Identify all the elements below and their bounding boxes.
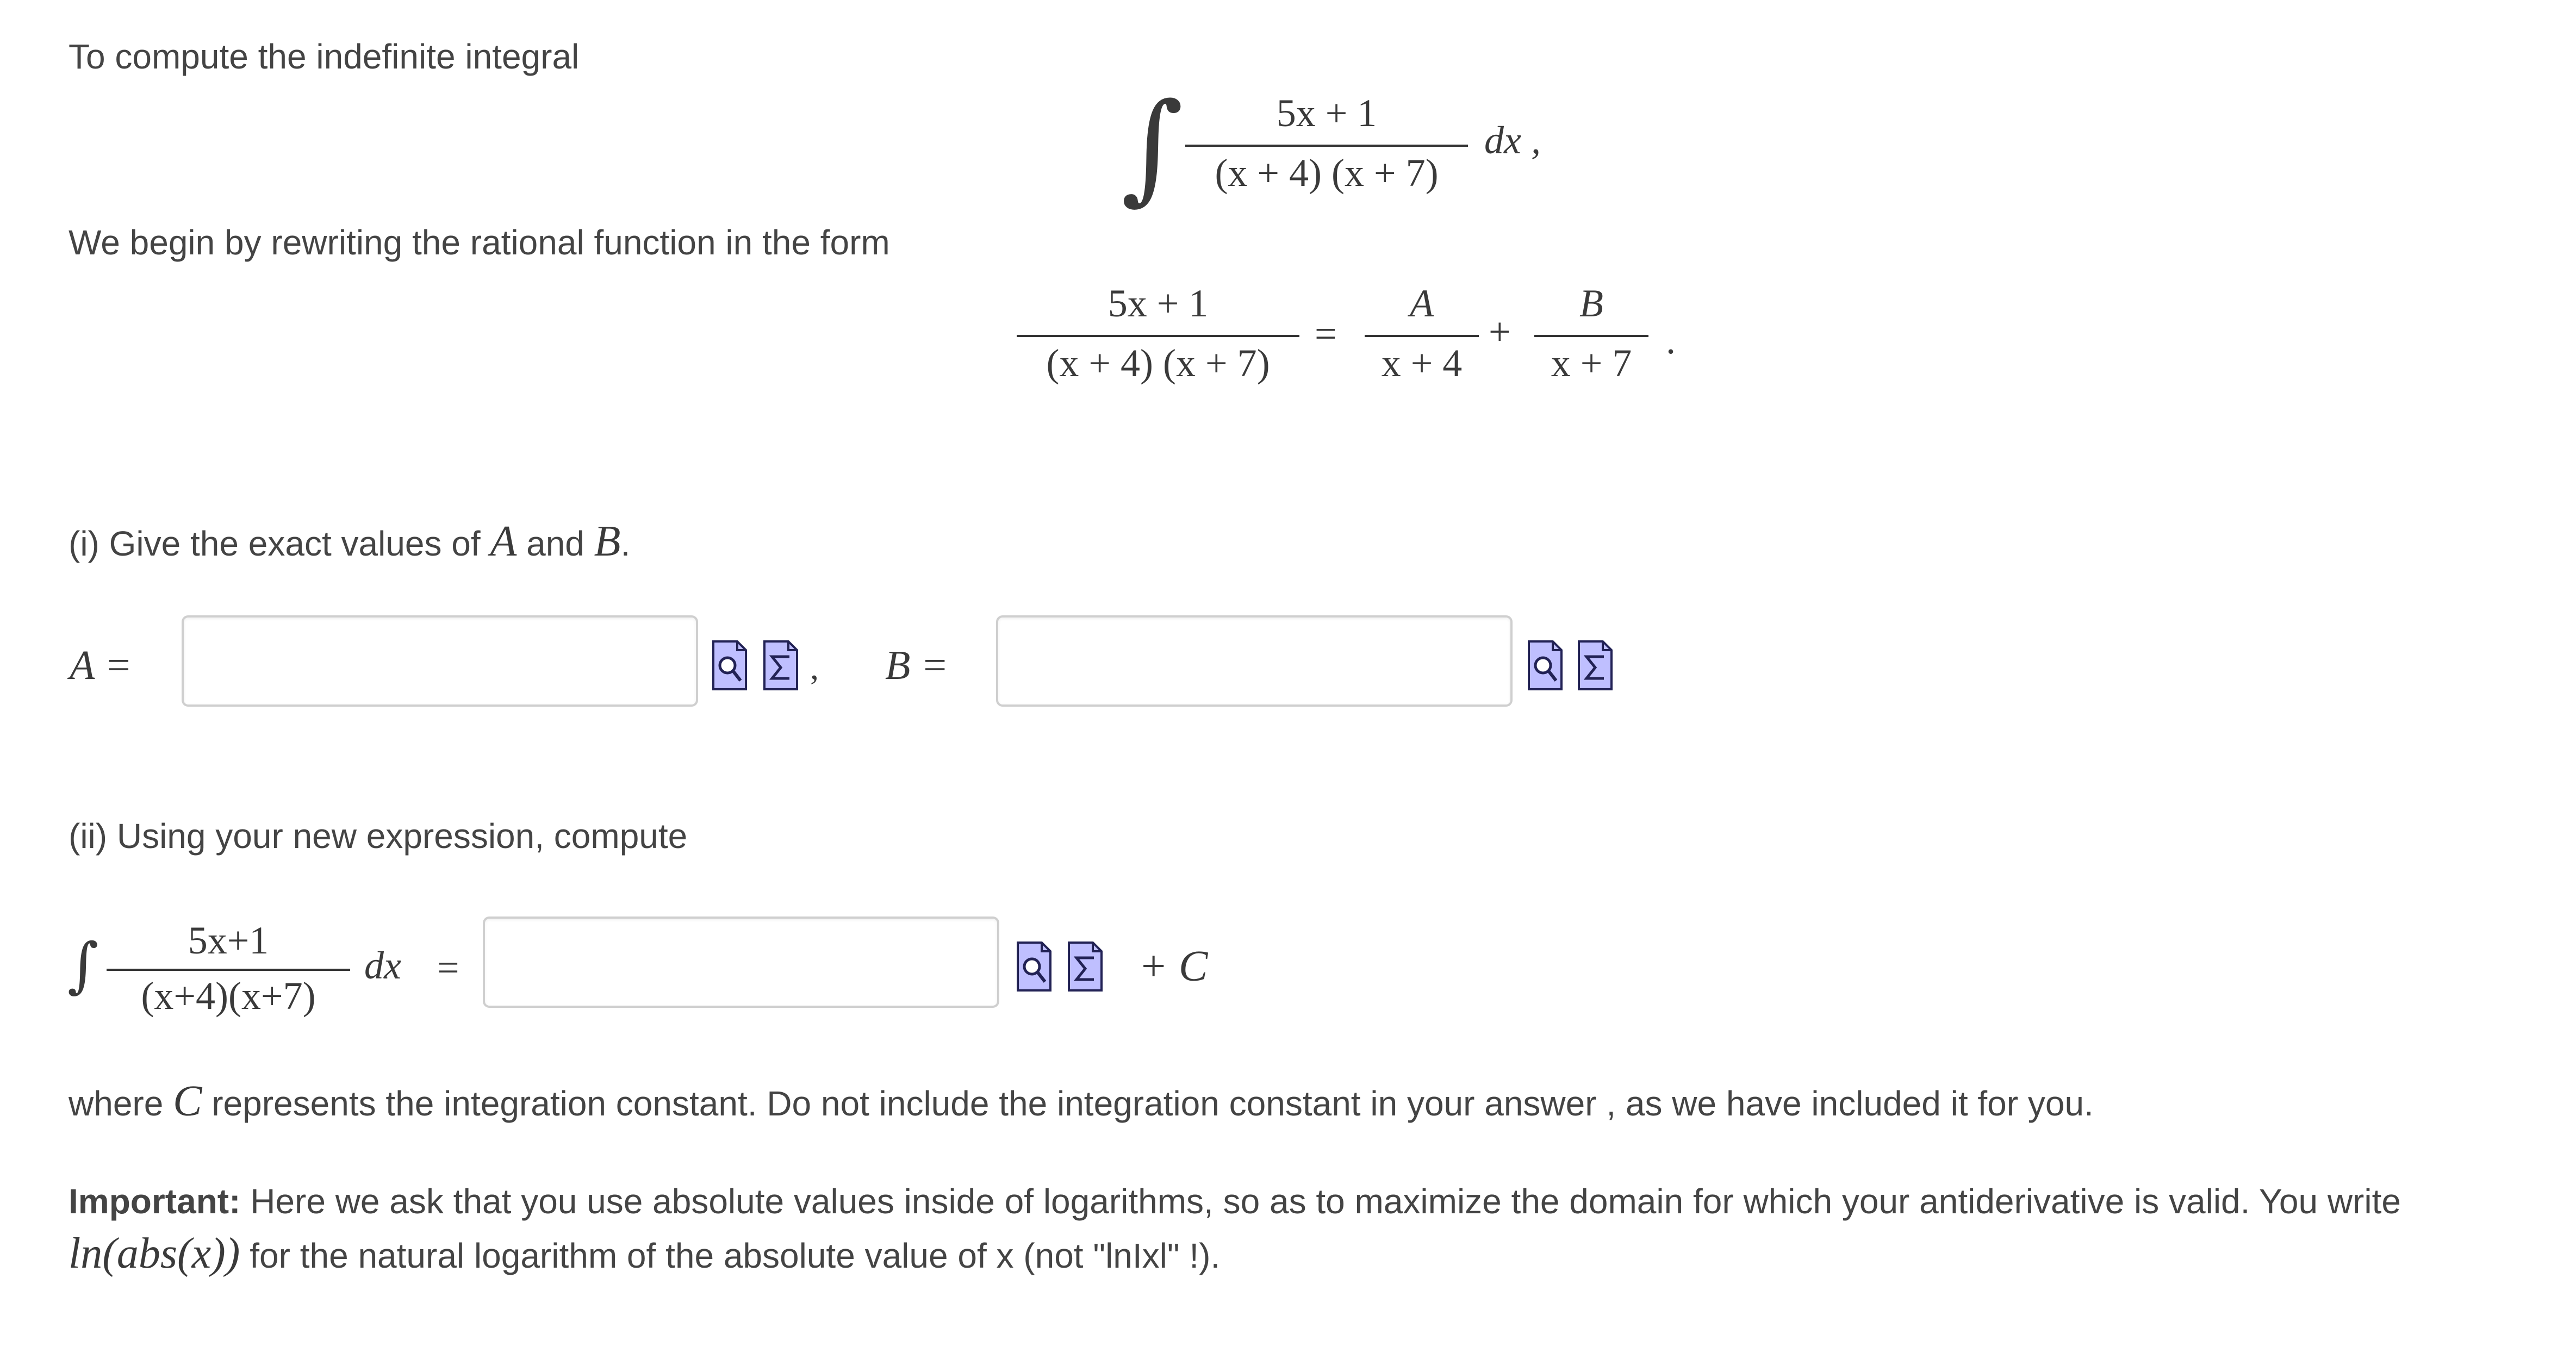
decomp-term-b-numerator: B [1579, 282, 1603, 325]
important-text-1: Here we ask that you use absolute values inside of logarithms, so as to maximize the domain for which your antiderivative is valid. You write [250, 1182, 2401, 1221]
preview-icon[interactable] [1016, 936, 1053, 995]
important-formula: ln(abs(x)) [69, 1230, 240, 1277]
preview-icon[interactable] [1527, 635, 1564, 694]
constant-note-text: represents the integration constant. Do not include the integration constant in your answer , as we have included it for you. [211, 1084, 2094, 1123]
decomp-term-a-denominator: x + 4 [1381, 341, 1463, 385]
inline-integral-fraction-bar [107, 969, 350, 971]
separator-comma: , [810, 648, 819, 687]
inline-integral-sign: ∫ [67, 930, 99, 1000]
part-i-prefix: (i) Give the exact values of [69, 524, 481, 563]
main-integral-denominator: (x + 4) (x + 7) [1215, 151, 1439, 195]
field-a-label: A = [70, 643, 133, 688]
field-b-label: B = [885, 643, 949, 688]
preview-icon[interactable] [711, 635, 748, 694]
decomp-term-b-fraction-bar [1534, 335, 1648, 337]
important-line-2 [69, 1232, 1220, 1275]
main-integral-fraction-bar [1185, 145, 1468, 147]
part-i-question [69, 517, 631, 565]
part-i-var-b: B [594, 517, 621, 565]
part-ii-question: (ii) Using your new expression, compute [69, 816, 688, 856]
part-i-var-a: A [490, 517, 517, 565]
main-integral-differential: dx , [1484, 119, 1541, 162]
main-integral-numerator: 5x + 1 [1276, 91, 1377, 135]
part-i-middle: and [526, 524, 584, 563]
important-text-2: for the natural logarithm of the absolute value of x (not "lnIxl" !). [250, 1236, 1221, 1275]
rewrite-text: We begin by rewriting the rational function in the form [69, 223, 890, 262]
intro-text: To compute the indefinite integral [69, 37, 580, 76]
important-line-1 [69, 1184, 2401, 1219]
important-label: Important: [69, 1182, 241, 1221]
answer-b-input[interactable] [996, 615, 1513, 707]
decomp-lhs-numerator: 5x + 1 [1107, 282, 1209, 325]
decomp-term-a-numerator: A [1410, 282, 1434, 325]
inline-integral-numerator: 5x+1 [188, 919, 269, 962]
decomp-lhs-denominator: (x + 4) (x + 7) [1046, 341, 1270, 385]
integral-sign: ∫ [1121, 77, 1184, 216]
answer-integral-input[interactable] [483, 916, 999, 1008]
constant-note-symbol: C [173, 1077, 202, 1125]
equation-editor-icon[interactable] [1067, 936, 1104, 995]
inline-integral-denominator: (x+4)(x+7) [141, 974, 316, 1018]
inline-integral-differential: dx [364, 944, 401, 987]
decomp-equals: = [1315, 312, 1337, 356]
decomp-term-b-denominator: x + 7 [1551, 341, 1632, 385]
part-i-suffix: . [620, 524, 631, 563]
constant-note-prefix: where [69, 1084, 164, 1123]
equation-editor-icon[interactable] [762, 635, 799, 694]
decomp-term-a-fraction-bar [1365, 335, 1479, 337]
plus-constant: + C [1138, 943, 1208, 990]
equation-editor-icon[interactable] [1577, 635, 1614, 694]
inline-integral-equals: = [437, 946, 459, 989]
decomp-lhs-fraction-bar [1017, 335, 1299, 337]
decomp-plus: + [1489, 310, 1511, 353]
constant-note [69, 1077, 2094, 1125]
decomp-period: . [1666, 319, 1676, 362]
answer-a-input[interactable] [182, 615, 698, 707]
